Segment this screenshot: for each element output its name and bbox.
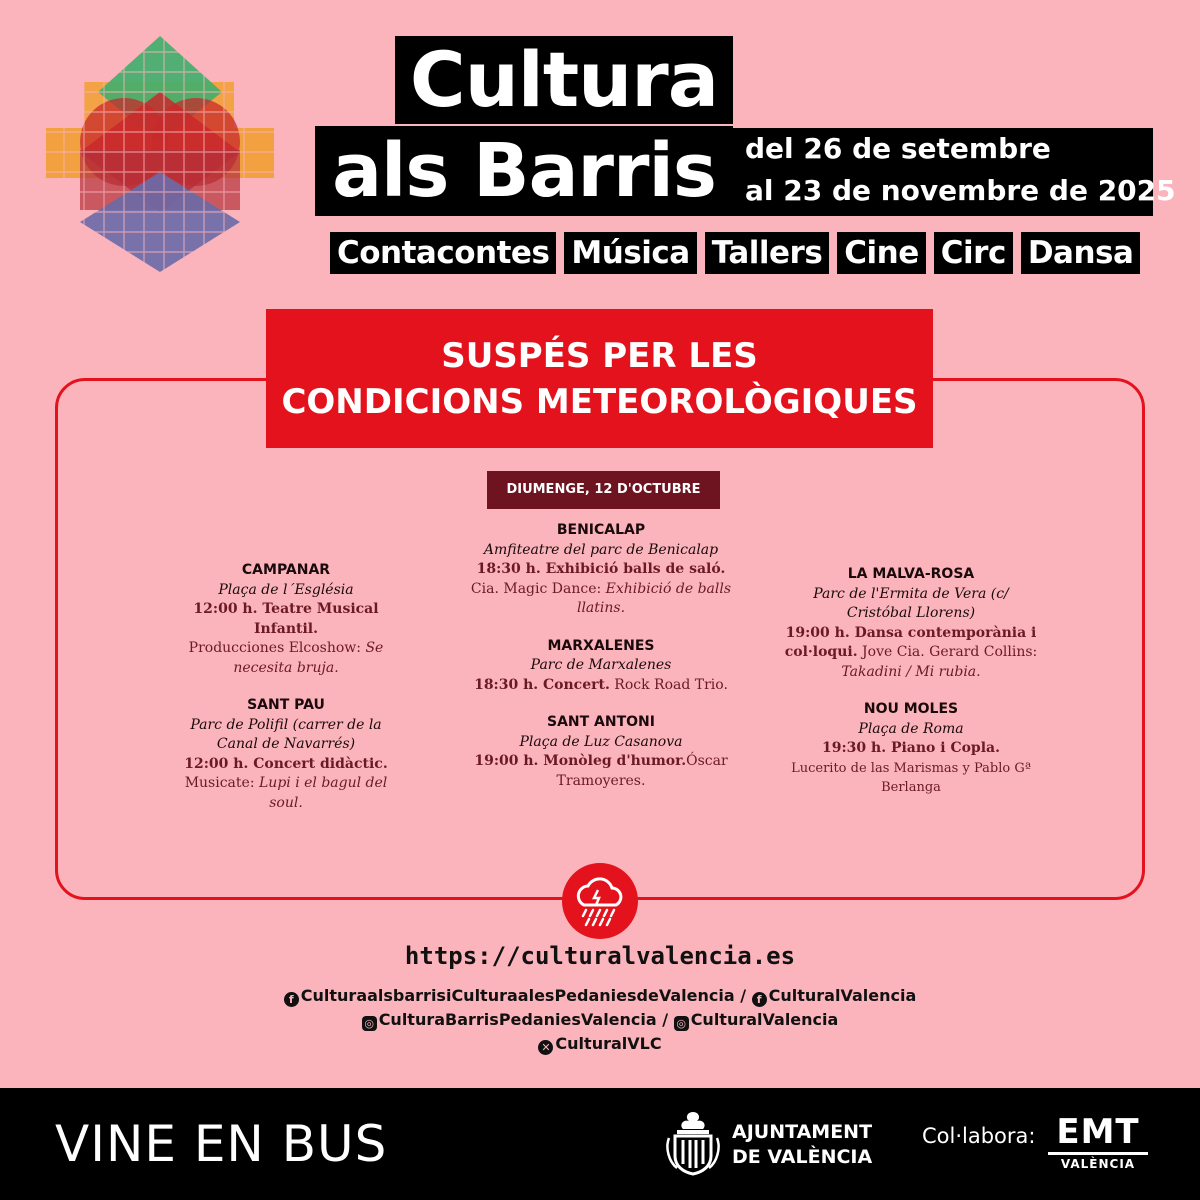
event-venue: Plaça de l´Església bbox=[218, 581, 354, 598]
cultura-barris-logo bbox=[44, 32, 276, 277]
event-company: 19:00 h. Dansa contemporània i col·loqui. Jove Cia. Gerard Collins: Takadini / Mi rubia. bbox=[784, 624, 1038, 680]
event-venue: Parc de Marxalenes bbox=[530, 657, 672, 673]
event-benicalap bbox=[470, 521, 732, 619]
event-place: SANT PAU bbox=[247, 697, 325, 713]
event-place: NOU MOLES bbox=[863, 701, 959, 717]
event-company: 18:30 h. Concert. Rock Road Trio. bbox=[474, 676, 728, 693]
event-show: Takadini / Mi rubia. bbox=[841, 663, 981, 680]
date-range bbox=[733, 128, 1176, 216]
date-range-start: del 26 de setembre bbox=[745, 132, 1051, 165]
event-company: Producciones Elcoshow: Se necesita bruja. bbox=[188, 640, 384, 676]
event-company: Cia. Magic Dance: Exhibició de balls llatins. bbox=[470, 580, 732, 616]
suspended-banner bbox=[266, 309, 933, 448]
x-link[interactable]: CulturalVLC bbox=[555, 1034, 662, 1053]
instagram-icon: ◎ bbox=[674, 1016, 689, 1031]
event-time: 19:00 h. Dansa contemporània i col·loqui. bbox=[784, 624, 1037, 660]
event-show: Exhibició de balls llatins. bbox=[576, 580, 732, 616]
event-time: 12:00 h. Concert didàctic. bbox=[184, 755, 388, 772]
event-company: Musicate: Lupi i el bagul del soul. bbox=[184, 775, 388, 811]
ajuntament-crest-icon bbox=[665, 1110, 721, 1176]
emt-logo bbox=[1048, 1112, 1148, 1173]
instagram-icon: ◎ bbox=[362, 1016, 377, 1031]
events-column-right bbox=[780, 565, 1042, 816]
event-place: BENICALAP bbox=[556, 522, 646, 538]
day-badge: DIUMENGE, 12 D'OCTUBRE bbox=[487, 471, 720, 509]
ajuntament-line-2: DE VALÈNCIA bbox=[732, 1146, 873, 1168]
category-tags bbox=[330, 232, 1140, 274]
event-time: 18:30 h. Exhibició balls de saló. bbox=[476, 561, 726, 577]
emt-logo-sub: VALÈNCIA bbox=[1060, 1157, 1136, 1171]
ajuntament-valencia bbox=[732, 1120, 872, 1170]
title-cultura: Cultura bbox=[395, 36, 733, 124]
title-als-barris: als Barris bbox=[315, 126, 733, 216]
event-show: Se necesita bruja. bbox=[233, 640, 384, 676]
tag-contacontes: Contacontes bbox=[330, 232, 556, 274]
website-link[interactable]: https://culturalvalencia.es bbox=[404, 942, 796, 970]
tag-dansa: Dansa bbox=[1021, 232, 1141, 274]
event-venue: Parc de Polifil (carrer de la Canal de Navarrés) bbox=[190, 716, 382, 752]
event-sant-pau bbox=[175, 696, 397, 813]
event-venue: Plaça de Roma bbox=[858, 720, 964, 737]
event-venue: Plaça de Luz Casanova bbox=[519, 733, 683, 750]
weather-rain-icon bbox=[562, 863, 638, 939]
event-time: 19:00 h. Monòleg d'humor. bbox=[474, 753, 687, 769]
event-place: MARXALENES bbox=[547, 637, 655, 654]
event-campanar bbox=[175, 561, 397, 678]
instagram-links bbox=[0, 1010, 1200, 1031]
x-links bbox=[0, 1034, 1200, 1055]
event-show: Lupi i el bagul del soul. bbox=[259, 775, 388, 811]
event-venue: Amfiteatre del parc de Benicalap bbox=[483, 541, 719, 558]
colabora-label: Col·labora: bbox=[922, 1124, 1036, 1148]
tag-tallers: Tallers bbox=[705, 232, 830, 274]
tag-circ: Circ bbox=[934, 232, 1013, 274]
facebook-icon: f bbox=[752, 992, 767, 1007]
event-time: 18:30 h. Concert. bbox=[474, 676, 610, 693]
events-column-center bbox=[470, 521, 732, 809]
event-company: Lucerito de las Marismas y Pablo Gª Berlanga bbox=[791, 760, 1031, 795]
facebook-link-cultural[interactable]: CulturalValencia bbox=[768, 986, 917, 1005]
tag-musica: Música bbox=[564, 232, 696, 274]
instagram-link-barris[interactable]: CulturaBarrisPedaniesValencia / bbox=[378, 1010, 669, 1029]
ajuntament-line-1: AJUNTAMENT bbox=[732, 1121, 873, 1143]
facebook-link-barris[interactable]: CulturaalsbarrisiCulturaalesPedaniesdeValencia / bbox=[300, 986, 747, 1005]
event-time: 19:30 h. Piano i Copla. bbox=[822, 740, 1000, 756]
banner-line-1: SUSPÉS PER LES bbox=[441, 336, 758, 376]
event-place: SANT ANTONI bbox=[547, 714, 655, 730]
vine-en-bus: VINE EN BUS bbox=[55, 1115, 388, 1173]
emt-logo-text: EMT bbox=[1048, 1112, 1148, 1155]
event-place: LA MALVA-ROSA bbox=[847, 566, 975, 582]
event-company: 19:00 h. Monòleg d'humor.Óscar Tramoyeres. bbox=[474, 753, 728, 789]
banner-line-2: CONDICIONS METEOROLÒGIQUES bbox=[281, 382, 918, 422]
instagram-link-cultural[interactable]: CulturalValencia bbox=[690, 1010, 839, 1029]
event-marxalenes bbox=[470, 637, 732, 696]
tag-cine: Cine bbox=[837, 232, 925, 274]
facebook-icon: f bbox=[284, 992, 299, 1007]
event-nou-moles bbox=[780, 700, 1042, 798]
event-place: CAMPANAR bbox=[241, 562, 331, 578]
date-range-end: al 23 de novembre de 2025 bbox=[745, 174, 1176, 207]
event-sant-antoni bbox=[470, 713, 732, 791]
events-column-left bbox=[175, 561, 397, 831]
x-icon: ✕ bbox=[538, 1040, 553, 1055]
event-time: 12:00 h. Teatre Musical Infantil. bbox=[193, 601, 379, 637]
facebook-links bbox=[0, 986, 1200, 1007]
event-malva-rosa bbox=[780, 565, 1042, 682]
event-venue: Parc de l'Ermita de Vera (c/ Cristóbal Llorens) bbox=[813, 585, 1009, 621]
